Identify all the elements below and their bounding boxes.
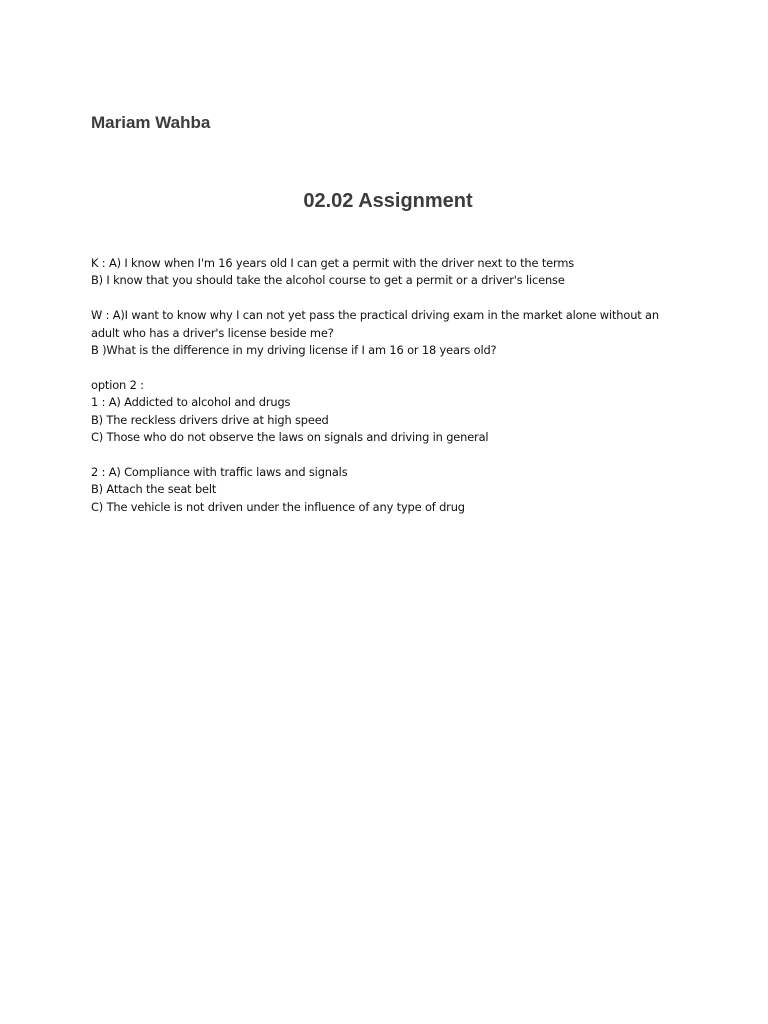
text-line: C) Those who do not observe the laws on signals and driving in general [91,430,489,445]
paragraph-want [91,307,681,359]
text-line: adult who has a driver's license beside me? [91,325,334,340]
text-line: B) The reckless drivers drive at high speed [91,412,329,427]
paragraph-option-2 [91,464,681,516]
paragraph-know [91,255,681,290]
text-line: B) I know that you should take the alcohol course to get a permit or a driver's license [91,273,565,288]
text-line: 1 : A) Addicted to alcohol and drugs [91,395,291,410]
text-line: W : A)I want to know why I can not yet pass the practical driving exam in the market alone without an [91,308,659,323]
text-line: option 2 : [91,377,144,392]
text-line: B) Attach the seat belt [91,482,217,497]
text-line: K : A) I know when I'm 16 years old I can get a permit with the driver next to the terms [91,256,575,270]
paragraph-option-1 [91,377,681,447]
text-line: B )What is the difference in my driving license if I am 16 or 18 years old? [91,343,497,358]
text-line: 2 : A) Compliance with traffic laws and signals [91,464,348,479]
author-name: Mariam Wahba [91,113,211,132]
document-title: 02.02 Assignment [303,190,473,212]
text-line: C) The vehicle is not driven under the influence of any type of drug [91,499,465,514]
document-body [91,255,681,533]
